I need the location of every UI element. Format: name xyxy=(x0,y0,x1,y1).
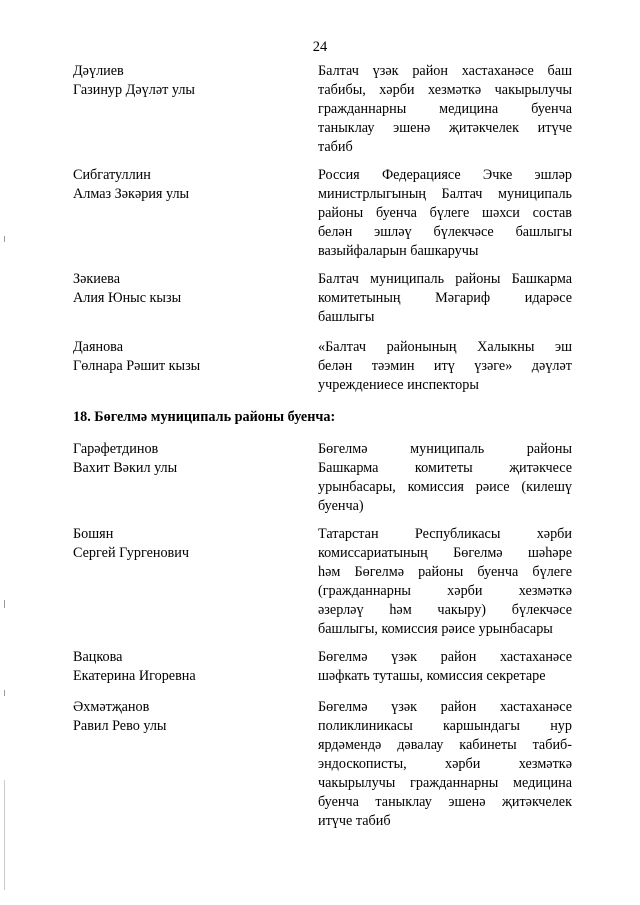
position-line: поликлиникасы каршындагы нур xyxy=(318,718,572,734)
surname: Сибгатуллин xyxy=(73,167,151,183)
position-line: буенча таныклау эшенә җитәкчелек xyxy=(318,794,572,810)
surname: Әхмәтҗанов xyxy=(73,699,150,715)
given-name: Равил Рево улы xyxy=(73,718,167,734)
surname: Гарәфетдинов xyxy=(73,441,159,457)
position-text xyxy=(318,62,572,157)
position-line: башлыгы, комиссия рәисе урынбасары xyxy=(318,621,553,637)
position-line: Башкарма комитеты җитәкчесе xyxy=(318,460,572,476)
given-name: Алия Юныс кызы xyxy=(73,290,182,306)
surname: Бошян xyxy=(73,526,114,542)
position-line: учреждениесе инспекторы xyxy=(318,377,479,393)
given-name: Екатерина Игоревна xyxy=(73,668,196,684)
person-name xyxy=(73,62,283,100)
position-line: табиб xyxy=(318,139,353,155)
position-line: әзерләү һәм чакыру) бүлекчәсе xyxy=(318,602,572,618)
given-name: Газинур Дәүләт улы xyxy=(73,82,195,98)
position-line: Бөгелмә үзәк район хастаханәсе xyxy=(318,699,572,715)
position-line: комитетының Мәгариф идарәсе xyxy=(318,290,572,306)
person-name xyxy=(73,166,283,204)
position-line: Россия Федерациясе Эчке эшләр xyxy=(318,167,572,183)
position-line: Бөгелмә үзәк район хастаханәсе xyxy=(318,649,572,665)
position-line: башлыгы xyxy=(318,309,375,325)
position-line: һәм Бөгелмә районы буенча бүлеге xyxy=(318,564,572,580)
position-line: итүче табиб xyxy=(318,813,391,829)
position-line: министрлыгының Балтач муниципаль xyxy=(318,186,572,202)
position-text xyxy=(318,270,572,327)
given-name: Вахит Вәкил улы xyxy=(73,460,178,476)
person-name xyxy=(73,270,283,308)
position-line: ярдәмендә дәвалау кабинеты табиб- xyxy=(318,737,572,753)
position-text xyxy=(318,338,572,395)
person-name xyxy=(73,525,283,563)
position-line: (гражданнарны хәрби хезмәткә xyxy=(318,583,572,599)
position-line: буенча) xyxy=(318,498,364,514)
person-name xyxy=(73,648,283,686)
scan-edge-mark xyxy=(4,780,5,890)
given-name: Гөлнара Рәшит кызы xyxy=(73,358,201,374)
position-line: гражданнарны медицина буенча xyxy=(318,101,572,117)
position-line: урынбасары, комиссия рәисе (килешү xyxy=(318,479,572,495)
position-line: Бөгелмә муниципаль районы xyxy=(318,441,572,457)
given-name: Алмаз Зәкәрия улы xyxy=(73,186,190,202)
position-line: Татарстан Республикасы хәрби xyxy=(318,526,572,542)
scan-edge-mark xyxy=(4,236,5,242)
position-line: табибы, хәрби хезмәткә чакырылучы xyxy=(318,82,572,98)
person-name xyxy=(73,698,283,736)
position-text xyxy=(318,440,572,516)
position-line: Балтач үзәк район хастаханәсе баш xyxy=(318,63,572,79)
position-line: чакырылучы гражданнарны медицина xyxy=(318,775,572,791)
position-text xyxy=(318,166,572,261)
surname: Дәүлиев xyxy=(73,63,124,79)
page-number: 24 xyxy=(312,39,328,55)
position-line: белән тәэмин итү үзәге» дәүләт xyxy=(318,358,572,374)
position-line: шәфкать туташы, комиссия секретаре xyxy=(318,668,546,684)
position-line: «Балтач районының Халыкны эш xyxy=(318,339,572,355)
position-text xyxy=(318,698,572,831)
position-line: вазыйфаларын башкаручы xyxy=(318,243,479,259)
scan-edge-mark xyxy=(4,600,5,608)
position-line: комиссариатының Бөгелмә шәһәре xyxy=(318,545,572,561)
scan-edge-mark xyxy=(4,690,5,696)
person-name xyxy=(73,338,283,376)
surname: Даянова xyxy=(73,339,123,355)
given-name: Сергей Гургенович xyxy=(73,545,189,561)
position-line: районы буенча бүлеге шәхси состав xyxy=(318,205,572,221)
position-line: Балтач муниципаль районы Башкарма xyxy=(318,271,572,287)
surname: Зәкиева xyxy=(73,271,120,287)
person-name xyxy=(73,440,283,478)
position-line: эндоскописты, хәрби хезмәткә xyxy=(318,756,572,772)
position-line: белән эшләү бүлекчәсе башлыгы xyxy=(318,224,572,240)
position-line: таныклау эшенә җитәкчелек итүче xyxy=(318,120,572,136)
position-text xyxy=(318,525,572,639)
section-heading: 18. Бөгелмә муниципаль районы буенча: xyxy=(73,409,336,425)
position-text xyxy=(318,648,572,686)
surname: Вацкова xyxy=(73,649,123,665)
